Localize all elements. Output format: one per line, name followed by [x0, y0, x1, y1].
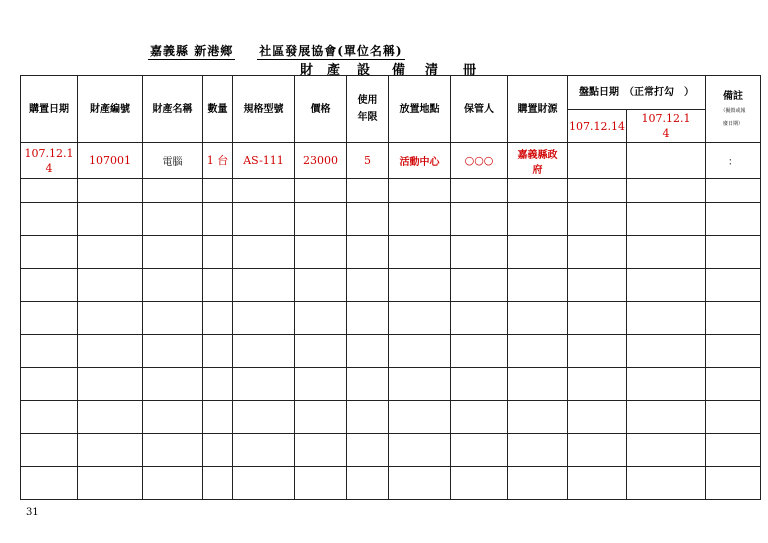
table-row: [21, 143, 761, 179]
table-row: [21, 368, 761, 401]
table-row: [21, 335, 761, 368]
inventory-date-1: 107.12.14: [568, 110, 627, 143]
cell-purchase-date: 107.12.1 4: [21, 143, 78, 179]
title-char: 冊: [463, 63, 477, 78]
cell-remarks: ：: [706, 143, 761, 179]
col-quantity: 數量: [203, 76, 233, 143]
inventory-date-2: 107.12.1 4: [627, 110, 706, 143]
table-row: [21, 179, 761, 203]
title-char: 財: [300, 63, 314, 78]
cell-funding-source: 嘉義縣政 府: [508, 143, 568, 179]
cell-custodian: ○○○: [451, 143, 508, 179]
page-number: 31: [26, 507, 39, 518]
col-property-no: 財產編號: [78, 76, 143, 143]
col-purchase-date: 購置日期: [21, 76, 78, 143]
header-county-township: 嘉義縣 新港鄉: [150, 44, 234, 58]
col-price: 價格: [295, 76, 347, 143]
title-char: 設: [357, 63, 371, 78]
table-row: [21, 434, 761, 467]
cell-location: 活動中心: [389, 143, 451, 179]
col-location: 放置地點: [389, 76, 451, 143]
table-row: [21, 203, 761, 236]
cell-inventory-2: [627, 143, 706, 179]
col-spec-model: 規格型號: [233, 76, 295, 143]
table-row: [21, 236, 761, 269]
table-row: [21, 467, 761, 500]
col-funding-source: 購置財源: [508, 76, 568, 143]
cell-spec-model: AS-111: [233, 143, 295, 179]
table-row: [21, 269, 761, 302]
header-unit-name: 社區發展協會(單位名稱): [259, 44, 403, 58]
col-custodian: 保管人: [451, 76, 508, 143]
cell-quantity: 1 台: [203, 143, 233, 179]
table-row: [21, 302, 761, 335]
title-char: 備: [392, 63, 406, 78]
col-remarks: 備註 （擬毀或報 廢日期）: [706, 76, 761, 143]
cell-property-no: 107001: [78, 143, 143, 179]
col-property-name: 財產名稱: [143, 76, 203, 143]
table-row: [21, 401, 761, 434]
title-char: 產: [327, 63, 341, 78]
cell-inventory-1: [568, 143, 627, 179]
cell-useful-life: 5: [347, 143, 389, 179]
col-inventory-date: 盤點日期 （正常打勾 ）: [568, 76, 706, 110]
cell-price: 23000: [295, 143, 347, 179]
title-char: 清: [425, 63, 439, 78]
col-useful-life: 使用 年限: [347, 76, 389, 143]
property-register-table: [20, 75, 761, 500]
cell-property-name: 電腦: [143, 143, 203, 179]
document-header-line: [148, 42, 405, 60]
